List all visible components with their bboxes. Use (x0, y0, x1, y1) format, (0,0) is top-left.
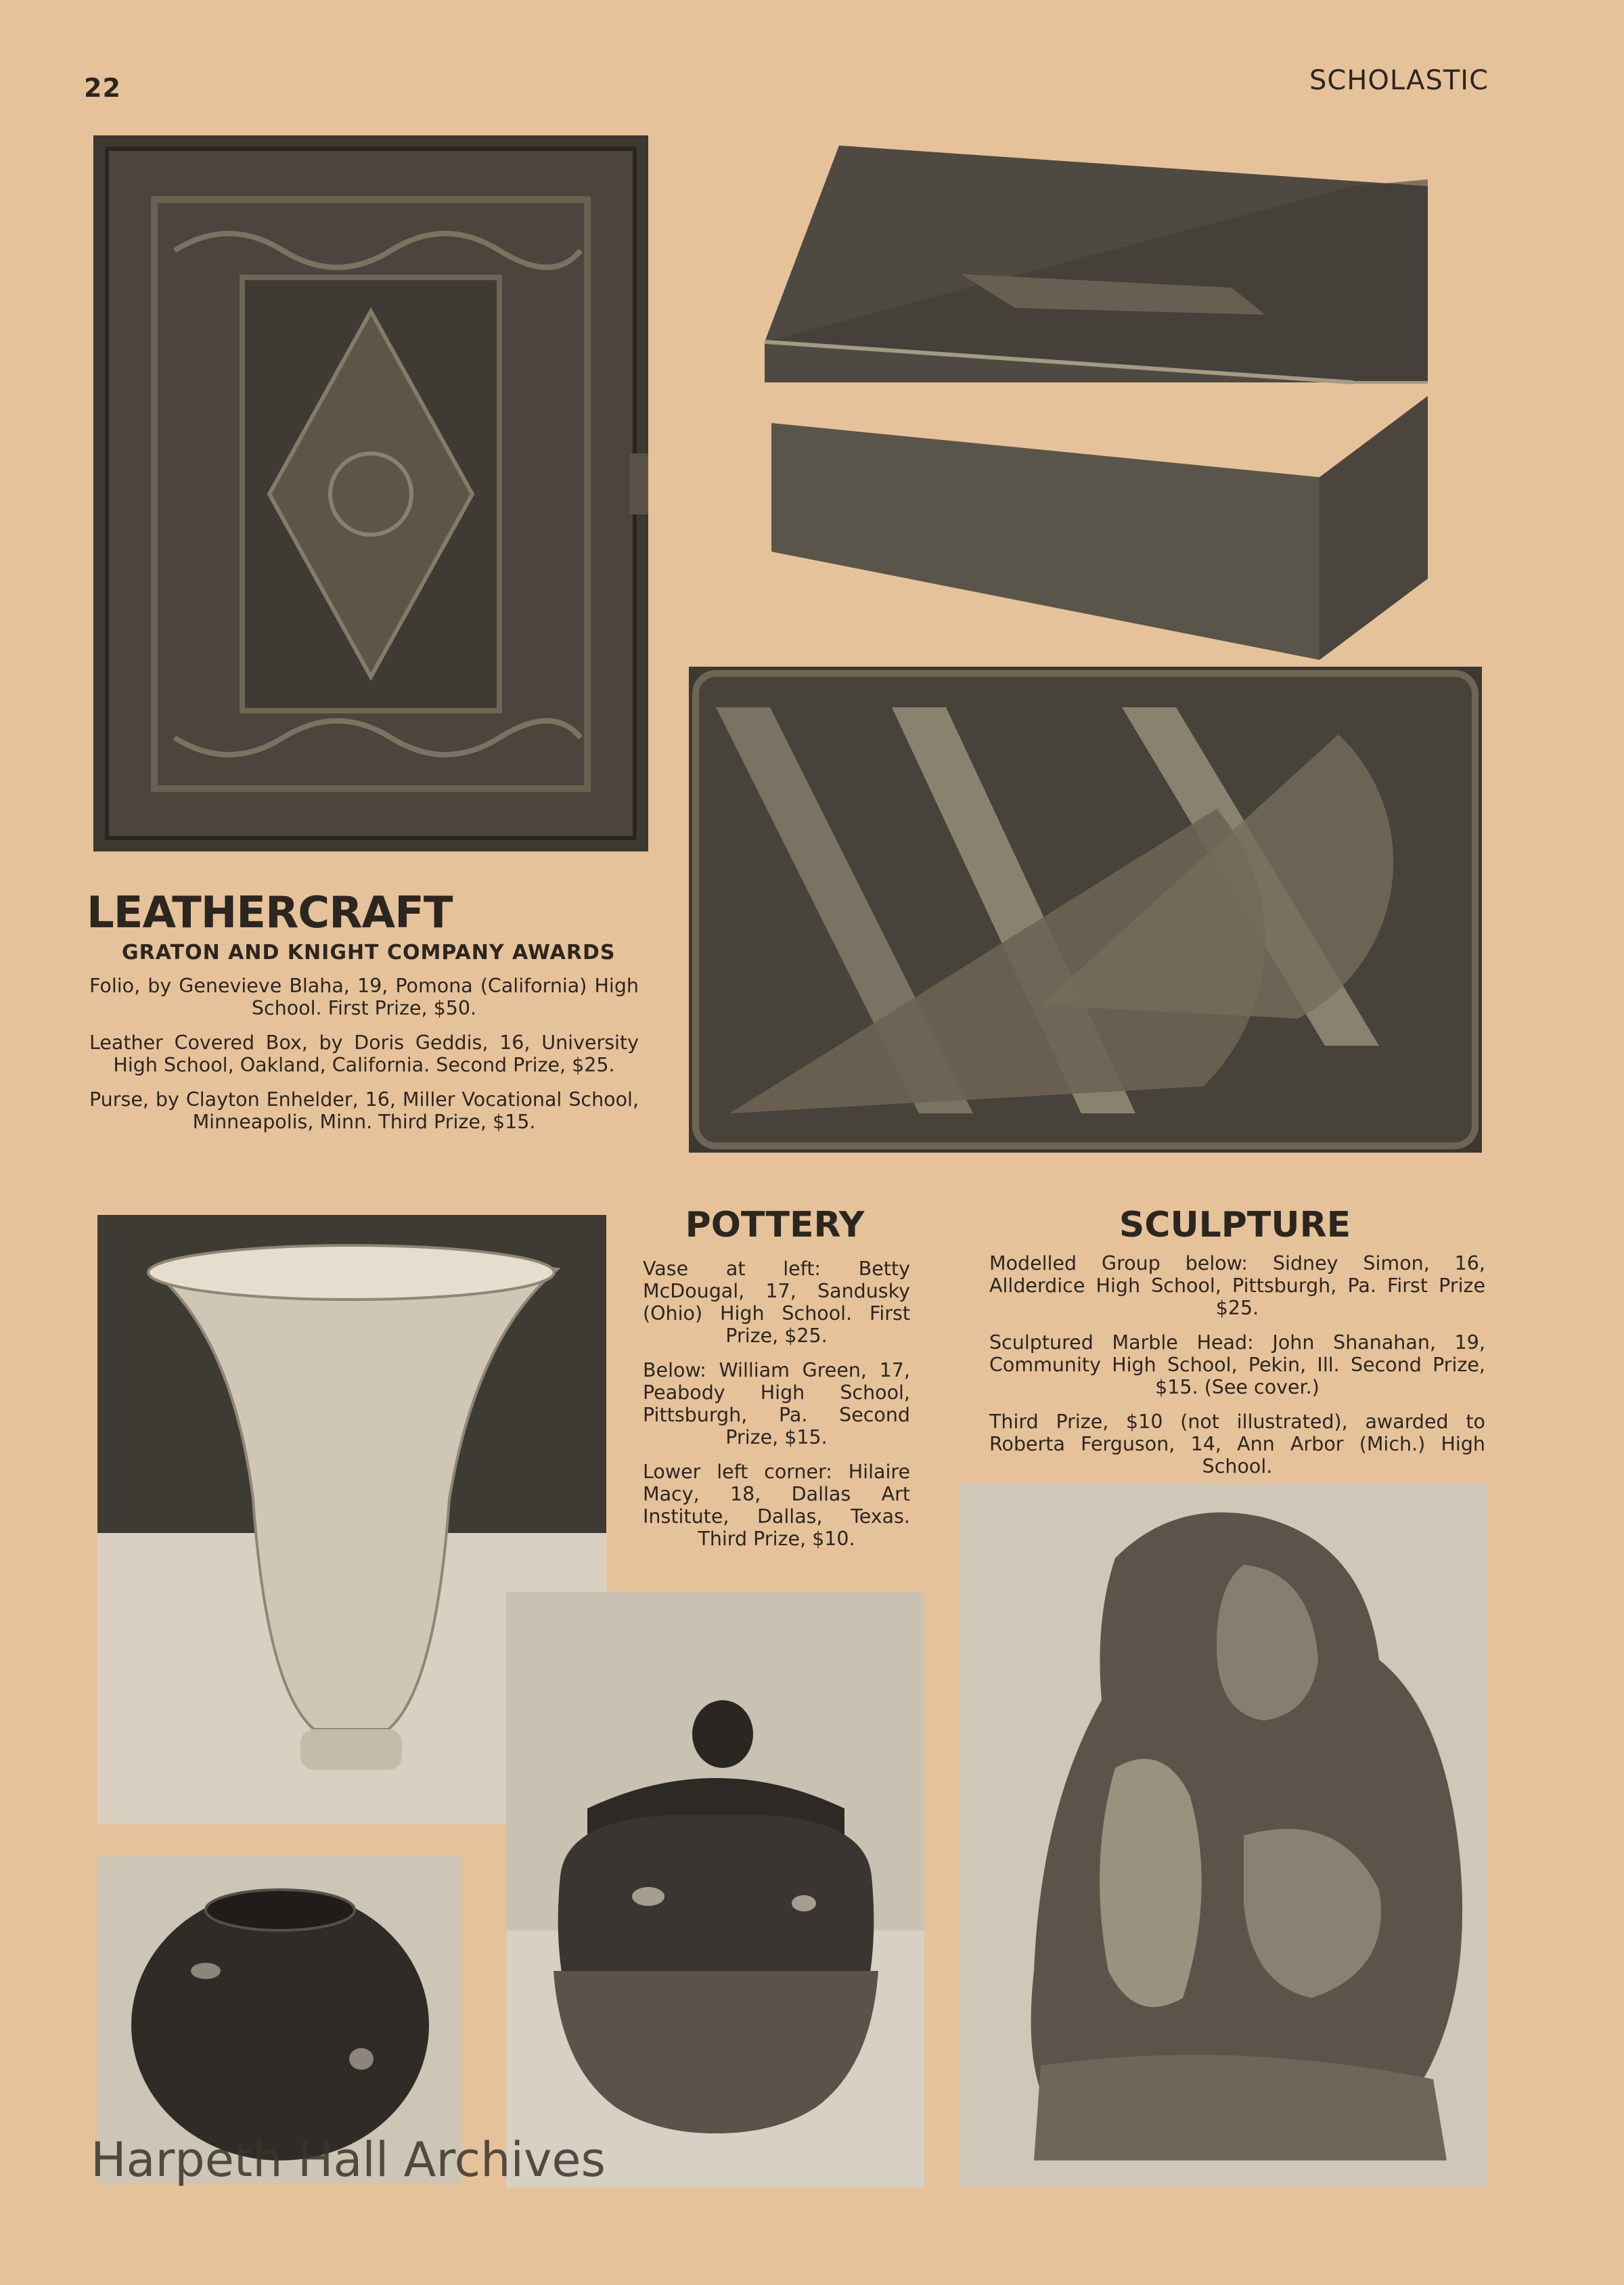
pottery-heading: POTTERY (685, 1205, 865, 1245)
caption-leather-box: Leather Covered Box, by Doris Geddis, 16, University High School, Oakland, California. Second Prize, $25. (89, 1031, 639, 1076)
caption-third-prize: Third Prize, $10 (not illustrated), awarded to Roberta Ferguson, 14, Ann Arbor (Mich.) High School. (989, 1411, 1485, 1478)
caption-purse: Purse, by Clayton Enhelder, 16, Miller Vocational School, Minneapolis, Minn. Third Prize, $15. (89, 1088, 639, 1133)
leathercraft-captions (89, 975, 639, 1145)
archive-watermark: Harpeth Hall Archives (91, 2132, 606, 2188)
caption-modelled-group: Modelled Group below: Sidney Simon, 16, Allderdice High School, Pittsburgh, Pa. First Prize $25. (989, 1252, 1485, 1319)
photo-sculpture (960, 1484, 1487, 2188)
caption-jar: Below: William Green, 17, Peabody High School, Pittsburgh, Pa. Second Prize, $15. (643, 1359, 910, 1448)
pottery-captions (643, 1258, 910, 1562)
caption-vase: Vase at left: Betty McDougal, 17, Sandusky (Ohio) High School. First Prize, $25. (643, 1258, 910, 1347)
photo-leather-purse (689, 667, 1482, 1153)
leathercraft-subheading: GRATON AND KNIGHT COMPANY AWARDS (122, 941, 616, 964)
photo-leather-folio (93, 135, 648, 851)
running-header: SCHOLASTIC (1309, 65, 1489, 96)
caption-marble-head: Sculptured Marble Head: John Shanahan, 19, Community High School, Pekin, Ill. Second Prize, $15. (See cover.) (989, 1331, 1485, 1398)
caption-small-pot: Lower left corner: Hilaire Macy, 18, Dallas Art Institute, Dallas, Texas. Third Prize, $10. (643, 1461, 910, 1550)
sculpture-heading: SCULPTURE (1119, 1205, 1351, 1245)
leathercraft-heading: LEATHERCRAFT (87, 888, 453, 938)
sculpture-captions (989, 1252, 1485, 1490)
caption-folio: Folio, by Genevieve Blaha, 19, Pomona (California) High School. First Prize, $50. (89, 975, 639, 1019)
photo-leather-box (758, 139, 1428, 660)
page-number: 22 (84, 73, 121, 103)
photo-lidded-jar (506, 1592, 924, 2188)
